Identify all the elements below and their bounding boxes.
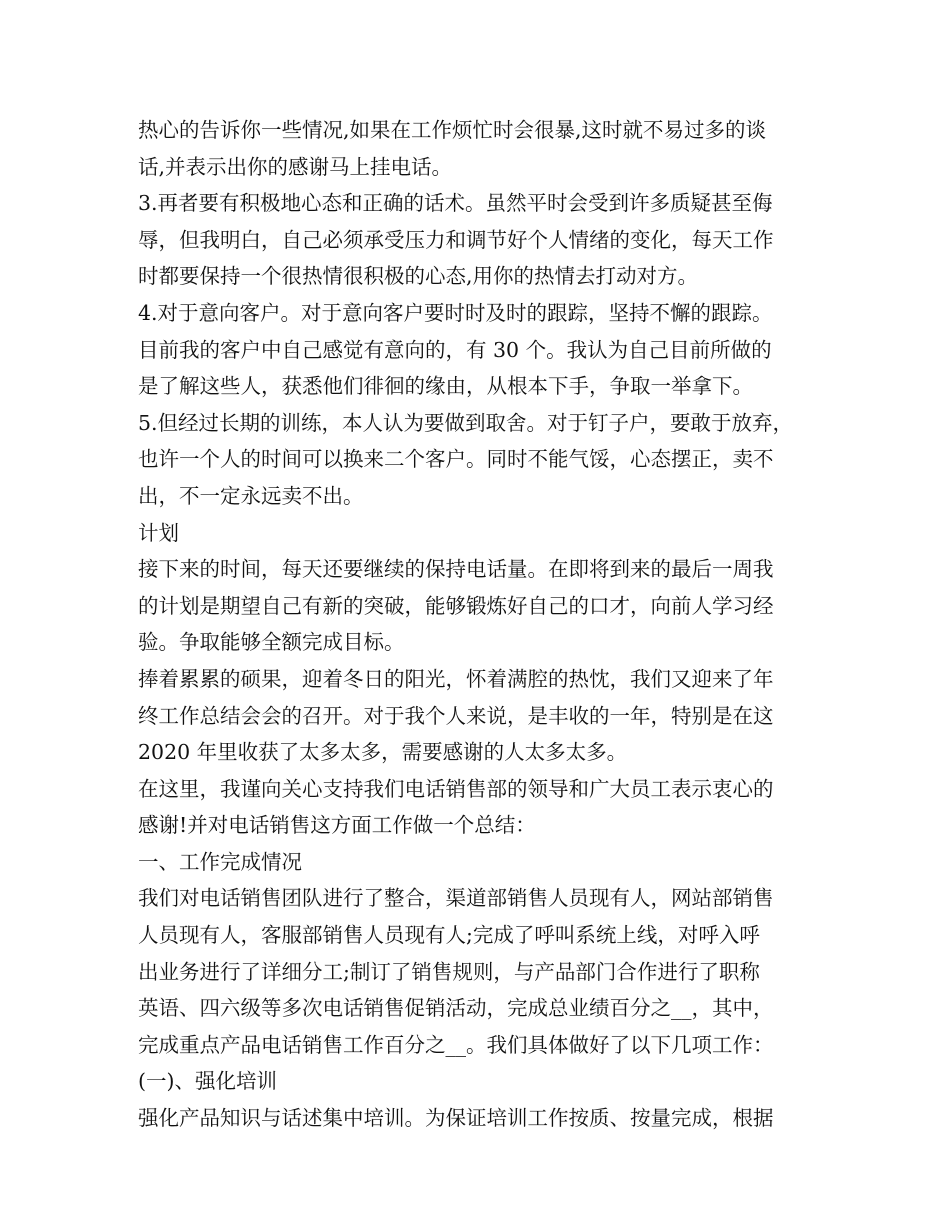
text-line: 英语、四六级等多次电话销售促销活动，完成总业绩百分之__，其中， <box>138 996 774 1021</box>
text-line: 人员现有人，客服部销售人员现有人;完成了呼叫系统上线，对呼入呼 <box>138 923 760 948</box>
text-line: 辱，但我明白，自己必须承受压力和调节好个人情绪的变化，每天工作 <box>138 227 774 252</box>
text-line: 时都要保持一个很热情很积极的心态,用你的热情去打动对方。 <box>138 264 699 289</box>
text-line: 3.再者要有积极地心态和正确的话术。虽然平时会受到许多质疑甚至侮 <box>138 191 773 216</box>
text-line: 出业务进行了详细分工;制订了销售规则，与产品部门合作进行了职称 <box>138 959 760 984</box>
text-line: 4.对于意向客户。对于意向客户要时时及时的跟踪，坚持不懈的跟踪。 <box>138 300 773 325</box>
text-line: 感谢!并对电话销售这方面工作做一个总结： <box>138 813 536 838</box>
text-line: 出，不一定永远卖不出。 <box>138 483 364 508</box>
text-line: 的计划是期望自己有新的突破，能够锻炼好自己的口才，向前人学习经 <box>138 593 774 618</box>
text-line: 2020 年里收获了太多太多，需要感谢的人太多太多。 <box>138 740 628 765</box>
text-line: 终工作总结会会的召开。对于我个人来说，是丰收的一年，特别是在这 <box>138 703 774 728</box>
text-line: 验。争取能够全额完成目标。 <box>138 630 405 655</box>
subsection-heading: (一)、强化培训 <box>138 1069 277 1094</box>
section-heading: 一、工作完成情况 <box>138 849 302 874</box>
text-line: 在这里，我谨向关心支持我们电话销售部的领导和广大员工表示衷心的 <box>138 776 774 801</box>
text-line: 完成重点产品电话销售工作百分之__。我们具体做好了以下几项工作： <box>138 1032 774 1057</box>
section-heading: 计划 <box>138 520 179 545</box>
text-line: 是了解这些人，获悉他们徘徊的缘由，从根本下手，争取一举拿下。 <box>138 374 753 399</box>
text-line: 也许一个人的时间可以换来二个客户。同时不能气馁，心态摆正，卖不 <box>138 447 774 472</box>
text-line: 目前我的客户中自己感觉有意向的，有 30 个。我认为自己目前所做的 <box>138 337 772 362</box>
text-line: 强化产品知识与话述集中培训。为保证培训工作按质、按量完成，根据 <box>138 1106 774 1131</box>
document-body <box>138 112 818 1137</box>
text-line: 热心的告诉你一些情况,如果在工作烦忙时会很暴,这时就不易过多的谈 <box>138 118 767 142</box>
text-line: 5.但经过长期的训练，本人认为要做到取舍。对于钉子户，要敢于放弃， <box>138 410 794 435</box>
text-line: 捧着累累的硕果，迎着冬日的阳光，怀着满腔的热忱，我们又迎来了年 <box>138 666 774 691</box>
text-line: 我们对电话销售团队进行了整合，渠道部销售人员现有人，网站部销售 <box>138 886 774 911</box>
text-line: 接下来的时间，每天还要继续的保持电话量。在即将到来的最后一周我 <box>138 557 774 582</box>
text-line: 话,并表示出你的感谢马上挂电话。 <box>138 154 453 179</box>
